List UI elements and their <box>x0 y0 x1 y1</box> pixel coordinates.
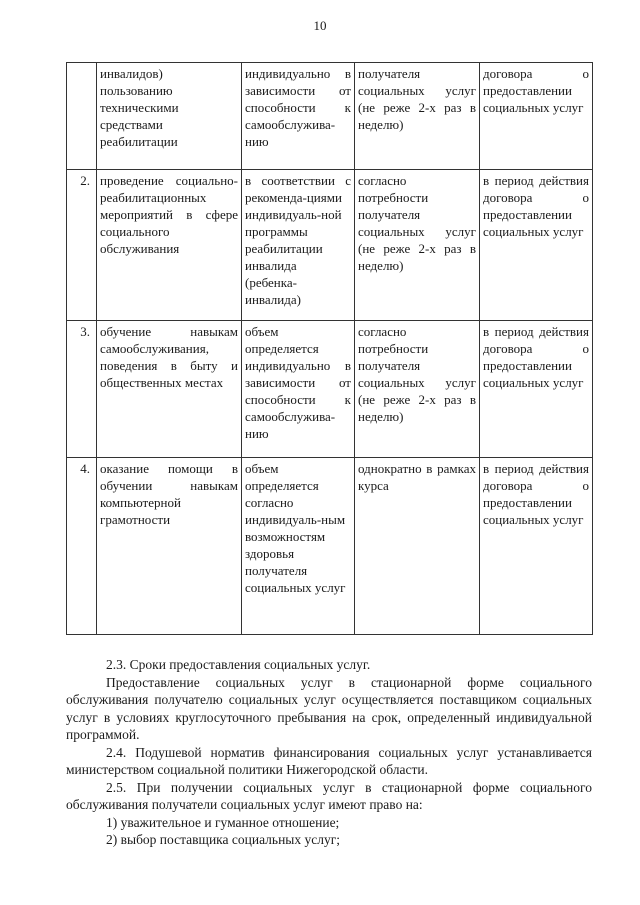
row-number: 2. <box>67 170 97 321</box>
service-volume: индивидуально в зависимости от способности к самообслужива-нию <box>242 63 355 170</box>
table-row <box>67 63 593 170</box>
service-period: в период действия договора о предоставлении социальных услуг <box>480 458 593 635</box>
service-period: договора о предоставлении социальных услуг <box>480 63 593 170</box>
section-heading: 2.3. Сроки предоставления социальных услуг. <box>106 657 371 672</box>
service-frequency: получателя социальных услуг (не реже 2-х раз в неделю) <box>355 63 480 170</box>
service-period: в период действия договора о предоставлении социальных услуг <box>480 321 593 458</box>
document-body <box>66 656 592 849</box>
list-item: 1) уважительное и гуманное отношение; <box>106 814 340 830</box>
service-name: проведение социально-реабилитационных мероприятий в сфере социального обслуживания <box>97 170 242 321</box>
services-table <box>66 62 593 635</box>
service-period: в период действия договора о предоставлении социальных услуг <box>480 170 593 321</box>
paragraph: 2.4. Подушевой норматив финансирования социальных услуг устанавливается министерством социальной политики Нижегородской области. <box>66 744 592 777</box>
service-name: оказание помощи в обучении навыкам компьютерной грамотности <box>97 458 242 635</box>
service-volume: объем определяется индивидуально в зависимости от способности к самообслужива-нию <box>242 321 355 458</box>
page-number: 10 <box>313 18 327 33</box>
row-number <box>67 63 97 170</box>
paragraph: 2.5. При получении социальных услуг в стационарной форме социального обслуживания получатели социальных услуг имеют право на: <box>66 779 592 812</box>
service-volume: объем определяется согласно индивидуаль-ным возможностям здоровья получателя социальных услуг <box>242 458 355 635</box>
table-row <box>67 458 593 635</box>
table-row <box>67 170 593 321</box>
list-item: 2) выбор поставщика социальных услуг; <box>106 832 341 847</box>
paragraph: Предоставление социальных услуг в стационарной форме социального обслуживания получателю социальных услуг осуществляется поставщиком социальных услуг в условиях круглосуточного пребывания на срок, определенный индивидуальной программой. <box>66 674 592 742</box>
service-frequency: однократно в рамках курса <box>355 458 480 635</box>
service-name: обучение навыкам самообслуживания, поведения в быту и общественных местах <box>97 321 242 458</box>
row-number: 4. <box>67 458 97 635</box>
table-row <box>67 321 593 458</box>
service-volume: в соответствии с рекоменда-циями индивидуаль-ной программы реабилитации инвалида (ребенка-инвалида) <box>242 170 355 321</box>
service-frequency: согласно потребности получателя социальных услуг (не реже 2-х раз в неделю) <box>355 170 480 321</box>
service-name: инвалидов) пользованию техническими средствами реабилитации <box>97 63 242 170</box>
service-frequency: согласно потребности получателя социальных услуг (не реже 2-х раз в неделю) <box>355 321 480 458</box>
row-number: 3. <box>67 321 97 458</box>
